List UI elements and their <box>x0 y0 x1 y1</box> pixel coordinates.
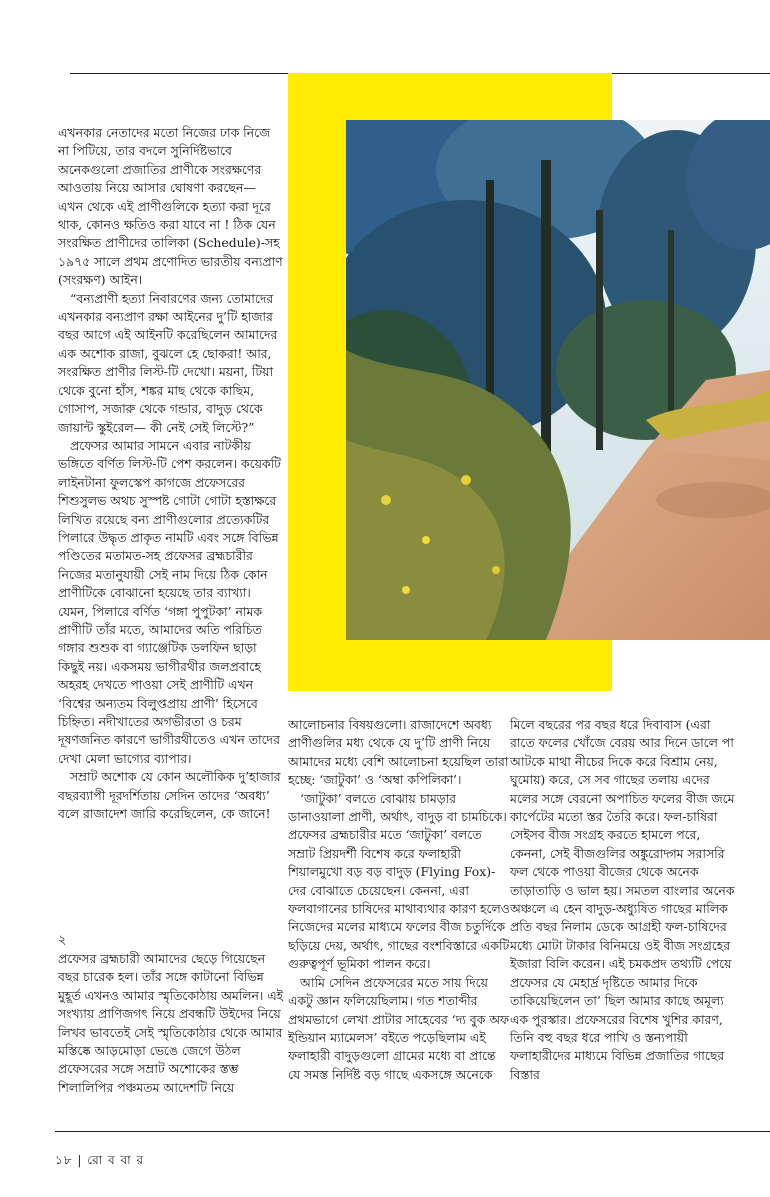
paragraph: প্রফেসর আমার সামনে এবার নাটকীয় ভঙ্গিতে বর্ণিত লিস্ট-টি পেশ করলেন। কয়েকটি লাইনটানা ফুলস্কেপ কাগজে প্রফেসরের শিশুসুলভ অথচ সুস্পষ্ট গোটা গোটা হস্তাক্ষরে লিখিত রয়েছে বন্য প্রাণীগুলোর প্রত্যেকটির পিলারে উদ্ধৃত প্রাকৃত নামটি এবং সঙ্গে বিভিন্ন পণ্ডিতের মতামত-সহ প্রফেসর ব্রহ্মচারীর নিজের মতানুযায়ী সেই নাম দিয়ে ঠিক কোন প্রাণীটিকে বোঝানো হয়েছে তার ব্যাখ্যা। যেমন, পিলারে বর্ণিত ‘গঙ্গা পুপুটকা’ নামক প্রাণীটি তাঁর মতে, আমাদের অতি পরিচিত গঙ্গার শুশুক বা গ্যাঞ্জেটিক ডলফিন ছাড়া কিছুই নয়। একসময় ভাগীরথীর জলপ্রবাহে অহরহ দেখতে পাওয়া সেই প্রাণীটি এখন ‘বিশ্বের অন্যতম বিলুপ্তপ্রায় প্রাণী’ হিসেবে চিহ্নিত। নদীখাতের অগভীরতা ও চরম দূষণজনিত কারণে ভাগীরথীতেও এখন তাদের দেখা মেলা ভাগ্যের ব্যাপার। <box>58 437 281 766</box>
paragraph: প্রফেসর ব্রহ্মচারী আমাদের ছেড়ে গিয়েছেন বছর চারেক হল। তাঁর সঙ্গে কাটানো বিভিন্ন মুহূর্ত এখনও আমার স্মৃতিকোঠায় অমলিন। এই সংখ্যায় প্রাণিজগৎ নিয়ে প্রবন্ধটি উইদের নিয়ে লিখব ভাবতেই সেই স্মৃতিকোঠার থেকে আমার মস্তিষ্কে আড়মোড়া ভেঙে জেগে উঠল প্রফেসরের সঙ্গে সম্রাট অশোকের স্তম্ভ শিলালিপির পঞ্চমতম আদেশটি নিয়ে <box>58 951 284 1095</box>
page-footer: ১৮ | রো ব বা র <box>55 1153 145 1167</box>
paragraph: সম্রাট অশোক যে কোন অলৌকিক দু’হাজার বছরব্যাপী দূরদর্শিতায় সেদিন তাদের ‘অবধ্য’ বলে রাজাদেশ জারি করেছিলেন, কে জানে! <box>58 769 281 822</box>
forest-road-photo <box>346 120 770 640</box>
section-number: ২ <box>58 933 67 948</box>
article-column-1 <box>58 124 284 823</box>
article-column-2 <box>288 716 510 1084</box>
paragraph: মিলে বছরের পর বছর ধরে দিবাবাস (এরা রাতে ফলের খোঁজে বেরয় আর দিনে ডালে পা আটকে মাথা নীচের দিকে করে বিশ্রাম নেয়, ঘুমোয়) করে, সে সব গাছের তলায় এদের মলের সঙ্গে বেরনো অপাচিত ফলের বীজ জমে কার্পেটের মতো স্তর তৈরি করে। ফল-চাষিরা সেইসব বীজ সংগ্রহ করতে হামলে পরে, কেননা, সেই বীজগুলির অঙ্কুরোদ্গম সরাসরি ফল থেকে পাওয়া বীজের থেকে অনেক তাড়াতাড়ি ও ভাল হয়। সমতল বাংলার অনেক অঞ্চলে এ হেন বাদুড়-অধ্যুষিত গাছের মালিক প্রতি বছর নিলাম ডেকে আগ্রহী ফল-চাষিদের মধ্যে মোটা টাকার বিনিময়ে ওই বীজ সংগ্রহের ইজারা বিলি করেন। এই চমকপ্রদ তথ্যটি পেয়ে প্রফেসর যে মেহার্দ্র দৃষ্টিতে আমার দিকে তাকিয়েছিলেন তা’ ছিল আমার কাছে অমূল্য এক পুরস্কার। প্রফেসরের বিশেষ খুশির কারণ, তিনি বহু বছর ধরে পাখি ও স্তন্যপায়ী ফলাহারীদের মাধ্যমে বিভিন্ন প্রজাতির গাছের বিস্তার <box>510 717 735 1082</box>
paragraph: ‘জাটুকা’ বলতে বোঝায় চামড়ার ডানাওয়ালা প্রাণী, অর্থাৎ, বাদুড় বা চামচিকে। প্রফেসর ব্রহ্মচারীর মতে ‘জাটুকা’ বলতে সম্রাট প্রিয়দর্শী বিশেষ করে ফলাহারী শিয়ালমুখো বড় বড় বাদুড় (Flying Fox)-দের বোঝাতে চেয়েছেন। কেননা, এরা ফলবাগানের চাষিদের মাথাব্যথার কারণ হলেও নিজেদের মলের মাধ্যমে ফলের বীজ চতুর্দিকে ছড়িয়ে দেয়, অর্থাৎ, গাছের বংশবিস্তারে একটি গুরুত্বপূর্ণ ভূমিকা পালন করে। <box>288 790 510 972</box>
paragraph: “বন্যপ্রাণী হত্যা নিবারণের জন্য তোমাদের এখনকার বন্যপ্রাণ রক্ষা আইনের দু’টি হাজার বছর আগে এই আইনটি করেছিলেন আমাদের এক অশোক রাজা, বুঝলে হে ছোকরা! আর, সংরক্ষিত প্রাণীর লিস্ট-টি দেখো। ময়না, টিয়া থেকে বুনো হাঁস, শঙ্কর মাছ থেকে কাছিম, গোসাপ, সজারু থেকে গন্ডার, বাদুড় থেকে জায়ান্ট স্কুইরেল— কী নেই সেই লিস্টে?” <box>58 290 278 435</box>
paragraph: এখনকার নেতাদের মতো নিজের ঢাক নিজে না পিটিয়ে, তার বদলে সুনির্দিষ্টভাবে অনেকগুলো প্রজাতির প্রাণীকে সংরক্ষণের আওতায় নিয়ে আসার ঘোষণা করছেন— এখন থেকে এই প্রাণীগুলিকে হত্যা করা দূরে থাক, কোনও ক্ষতিও করা যাবে না ! ঠিক যেন সংরক্ষিত প্রাণীদের তালিকা (Schedule)-সহ ১৯৭৫ সালে প্রথম প্রণোদিত ভারতীয় বন্যপ্রাণ (সংরক্ষণ) আইন। <box>58 125 283 288</box>
paragraph: আলোচনার বিষয়গুলো। রাজাদেশে অবধ্য প্রাণীগুলির মধ্য থেকে যে দু’টি প্রাণী নিয়ে আমাদের মধ্যে বেশি আলোচনা হয়েছিল তারা হচ্ছে: ‘জাটুকা’ ও ‘অম্বা কপিলিকা’। <box>288 717 509 788</box>
bottom-rule <box>55 1131 770 1132</box>
forest-road-photo-icon <box>346 120 770 640</box>
article-column-3 <box>510 716 738 1084</box>
article-column-1-section-2 <box>58 950 284 1097</box>
paragraph: আমি সেদিন প্রফেসরের মতে সায় দিয়ে একটু জ্ঞান ফলিয়েছিলাম। গত শতাব্দীর প্রথমভাগে লেখা প্রাটার সাহেবের ‘দ্য বুক অফ ইন্ডিয়ান ম্যামেলস’ বইতে পড়েছিলাম এই ফলাহারী বাদুড়গুলো গ্রামের মধ্যে বা প্রান্তে যে সমস্ত নির্দিষ্ট বড় গাছে একসঙ্গে অনেকে <box>288 974 510 1082</box>
